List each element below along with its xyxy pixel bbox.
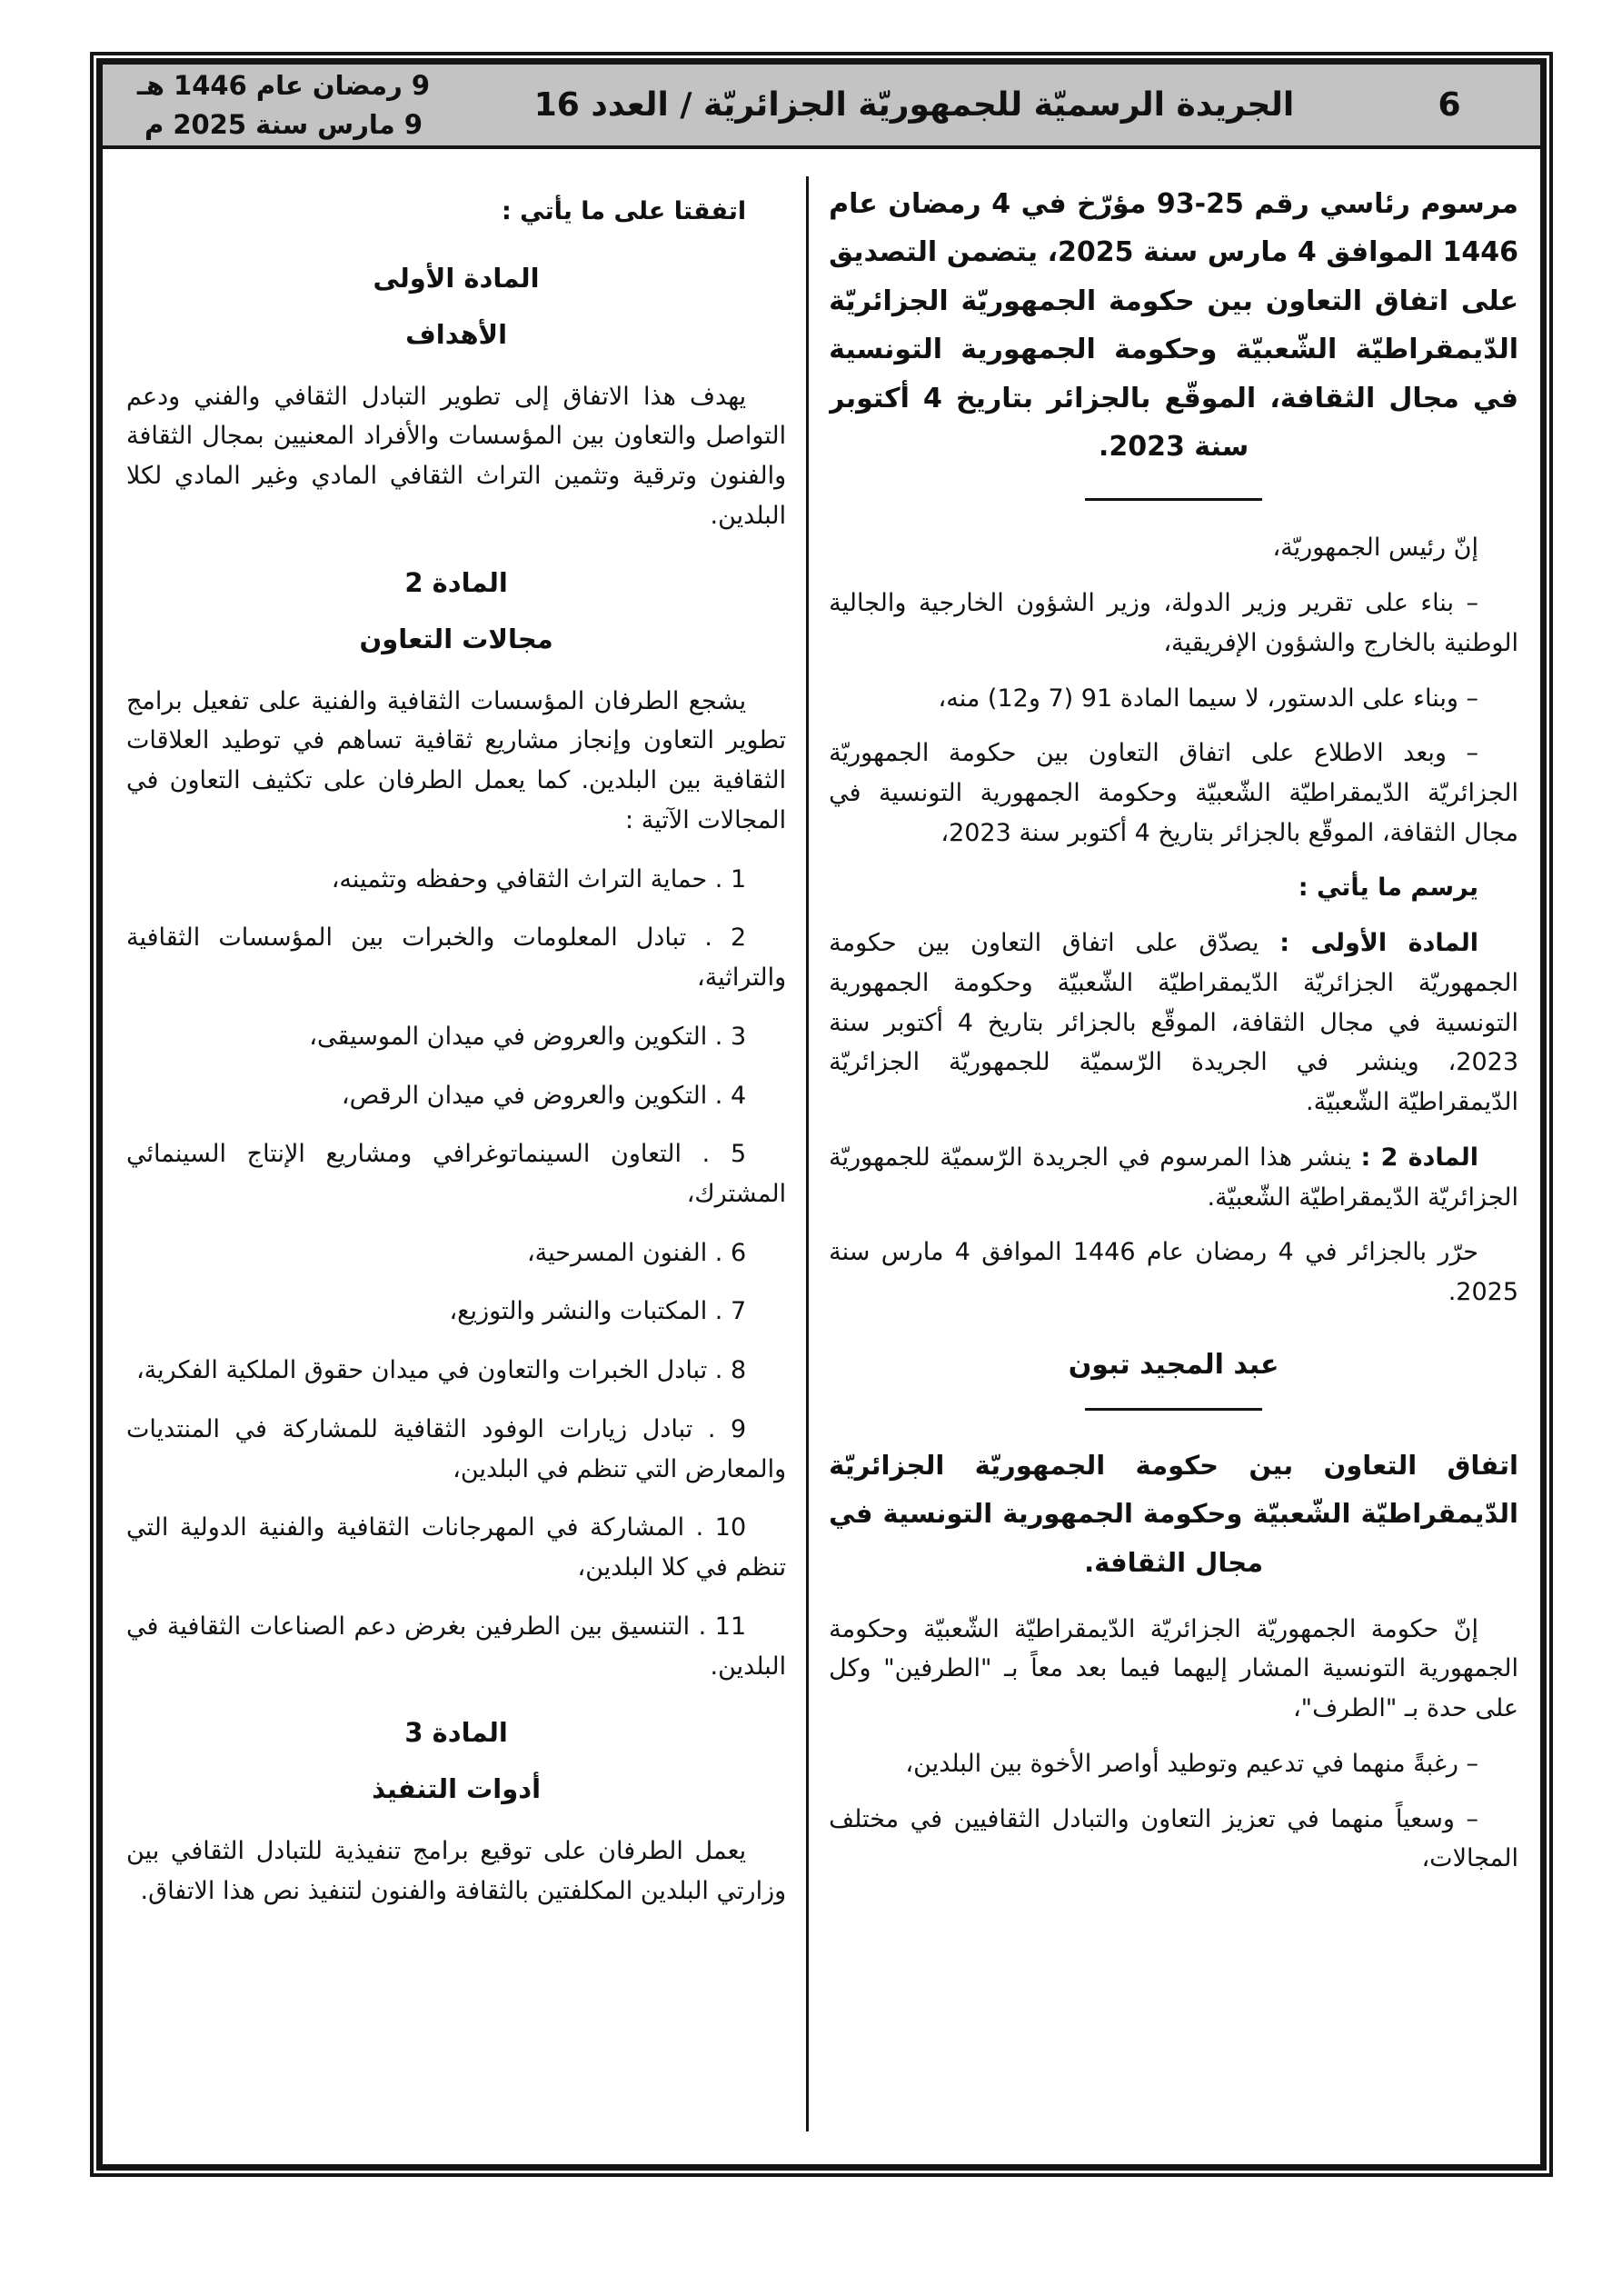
agreement-article-3-text: يعمل الطرفان على توقيع برامج تنفيذية للتبادل الثقافي بين وزارتي البلدين المكلفتين بالثقافة والفنون لتنفيذ نص هذا الاتفاق. — [126, 1837, 787, 1906]
cooperation-item: 3 . التكوين والعروض في ميدان الموسيقى، — [309, 1022, 747, 1051]
cooperation-item: 5 . التعاون السينماتوغرافي ومشاريع الإنتاج السينمائي المشترك، — [126, 1140, 787, 1209]
agreement-article-3-subheading: أدوات التنفيذ — [372, 1773, 542, 1805]
cooperation-item: 8 . تبادل الخبرات والتعاون في ميدان حقوق الملكية الفكرية، — [135, 1356, 747, 1385]
agreement-recital-1: – رغبةً منهما في تدعيم وتوطيد أواصر الأخوة بين البلدين، — [905, 1749, 1478, 1778]
agreement-article-3-heading: المادة 3 — [404, 1717, 508, 1749]
cooperation-item: 10 . المشاركة في المهرجانات الثقافية والفنية الدولية التي تنظم في كلا البلدين، — [126, 1513, 787, 1582]
cooperation-item: 7 . المكتبات والنشر والتوزيع، — [449, 1297, 747, 1326]
cooperation-item: 2 . تبادل المعلومات والخبرات بين المؤسسات الثقافية والتراثية، — [126, 923, 787, 993]
agreement-article-2-subheading: مجالات التعاون — [359, 623, 553, 654]
page-number: 6 — [1438, 86, 1461, 124]
page-frame-inner — [96, 58, 1547, 2171]
agreement-recital-2: – وسعياً منهما في تعزيز التعاون والتبادل الثقافيين في مختلف المجالات، — [829, 1804, 1518, 1873]
agreement-article-2-heading: المادة 2 — [404, 566, 508, 598]
decree-title: مرسوم رئاسي رقم 25-93 مؤرّخ في 4 رمضان عام 1446 الموافق 4 مارس سنة 2025، يتضمن التصديق على اتفاق التعاون بين حكومة الجمهوريّة الجزائريّة الدّيمقراطيّة الشّعبيّة وحكومة الجمهورية التونسية في مجال الثقافة، الموقّع بالجزائر بتاريخ 4 أكتوبر سنة 2023. — [829, 188, 1518, 463]
decree-article-1-text: يصدّق على اتفاق التعاون بين حكومة الجمهوريّة الجزائريّة الدّيمقراطيّة الشّعبيّة وحكومة الجمهورية التونسية في مجال الثقافة، الموقّع بالجزائر بتاريخ 4 أكتوبر سنة 2023، وينشر في الجريدة الرّسميّة للجمهوريّة الجزائريّة الدّيمقراطيّة الشّعبيّة. — [829, 929, 1518, 1117]
decree-article-1-label: المادة الأولى : — [1279, 929, 1478, 958]
cooperation-item: 1 . حماية التراث الثقافي وحفظه وتثمينه، — [331, 864, 747, 893]
masthead — [103, 65, 1540, 149]
journal-title: الجريدة الرسميّة للجمهوريّة الجزائريّة / العدد 16 — [533, 86, 1295, 124]
decree-visa-2: – وبناء على الدستور، لا سيما المادة 91 (7 و12) منه، — [938, 684, 1478, 713]
decree-enactment: يرسم ما يأتي : — [1298, 873, 1478, 903]
decree-column — [829, 171, 1518, 2168]
content-columns — [103, 149, 1540, 2168]
separator-rule — [1085, 498, 1262, 501]
cooperation-item: 9 . تبادل زيارات الوفود الثقافية للمشاركة في المنتديات والمعارض التي تنظم في البلدين، — [126, 1414, 787, 1483]
date-hijri: 9 رمضان عام 1446 هـ — [136, 70, 431, 102]
agreement-title: اتفاق التعاون بين حكومة الجمهوريّة الجزائريّة الدّيمقراطيّة الشّعبيّة وحكومة الجمهورية التونسية في مجال الثقافة. — [829, 1449, 1518, 1579]
column-divider — [806, 176, 809, 2131]
cooperation-item: 11 . التنسيق بين الطرفين بغرض دعم الصناعات الثقافية في البلدين. — [126, 1612, 787, 1681]
agreement-preamble: إنّ حكومة الجمهوريّة الجزائريّة الدّيمقراطيّة الشّعبيّة وحكومة الجمهورية التونسية المشار إليهما فيما بعد معاً بـ "الطرفين" وكل على حدة بـ "الطرف"، — [829, 1614, 1518, 1723]
masthead-dates — [134, 66, 433, 143]
decree-article-1 — [829, 923, 1518, 1123]
agreement-article-2-intro: يشجع الطرفان المؤسسات الثقافية والفنية على تفعيل برامج تطوير التعاون وإنجاز مشاريع ثقافية تساهم في توطيد العلاقات الثقافية بين البلدين. كما يعمل الطرفان على تكثيف التعاون في المجالات الآتية : — [126, 686, 787, 834]
decree-article-2 — [829, 1138, 1518, 1217]
decree-visa-1: – بناء على تقرير وزير الدولة، وزير الشؤون الخارجية والجالية الوطنية بالخارج والشؤون الإفريقية، — [829, 589, 1518, 657]
separator-rule — [1085, 1408, 1262, 1411]
decree-article-2-label: المادة 2 : — [1360, 1143, 1479, 1172]
decree-preamble-intro: إنّ رئيس الجمهوريّة، — [1272, 534, 1478, 563]
decree-closing: حرّر بالجزائر في 4 رمضان عام 1446 الموافق 4 مارس سنة 2025. — [829, 1238, 1518, 1307]
decree-article-2-text: ينشر هذا المرسوم في الجريدة الرّسميّة للجمهوريّة الجزائريّة الدّيمقراطيّة الشّعبيّة. — [829, 1143, 1518, 1212]
date-gregorian: 9 مارس سنة 2025 م — [144, 108, 423, 140]
agreement-column — [126, 171, 786, 2168]
decree-visa-3: – وبعد الاطلاع على اتفاق التعاون بين حكومة الجمهوريّة الجزائريّة الدّيمقراطيّة الشّعبيّة وحكومة الجمهورية التونسية في مجال الثقافة، الموقّع بالجزائر بتاريخ 4 أكتوبر سنة 2023، — [829, 739, 1518, 847]
agreement-agreed-clause: اتفقتا على ما يأتي : — [501, 197, 747, 225]
cooperation-item: 6 . الفنون المسرحية، — [526, 1238, 747, 1267]
agreement-article-1-text: يهدف هذا الاتفاق إلى تطوير التبادل الثقافي والفني ودعم التواصل والتعاون بين المؤسسات والأفراد المعنيين بمجال الثقافة والفنون وترقية وتثمين التراث الثقافي المادي وغير المادي لكلا البلدين. — [126, 382, 787, 530]
agreement-article-1-subheading: الأهداف — [405, 318, 508, 350]
page-frame — [90, 52, 1553, 2177]
decree-signatory: عبد المجيد تبون — [1068, 1348, 1279, 1381]
agreement-article-1-heading: المادة الأولى — [373, 262, 540, 294]
cooperation-item: 4 . التكوين والعروض في ميدان الرقص، — [341, 1081, 747, 1110]
